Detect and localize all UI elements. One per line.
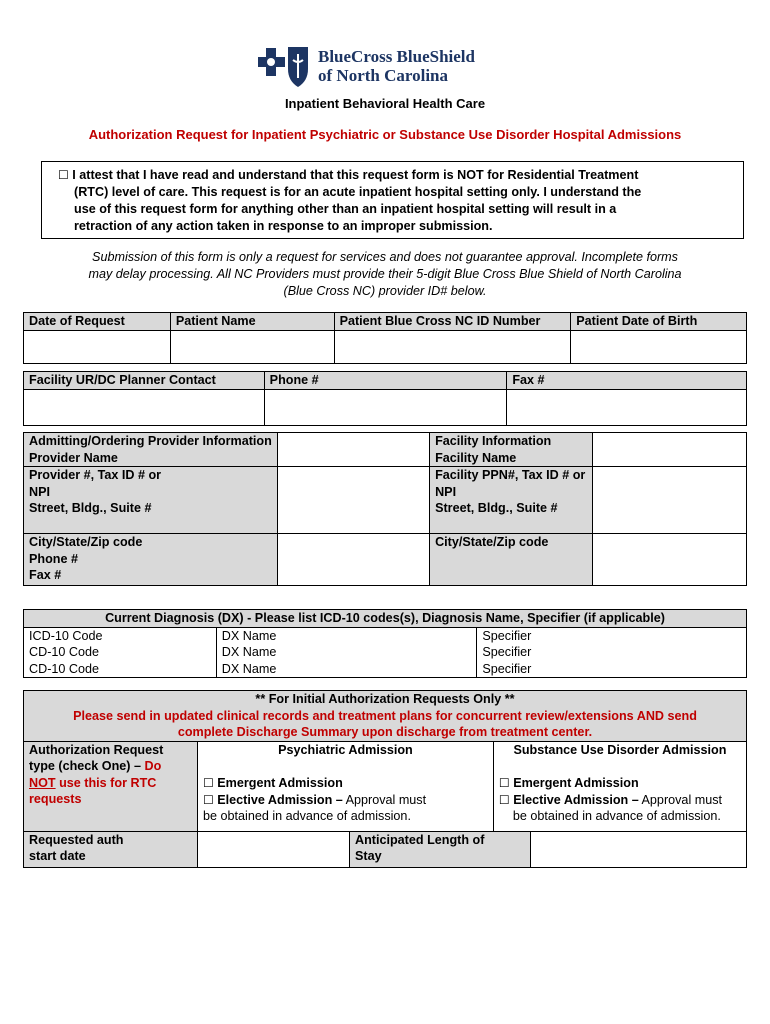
attest-checkbox[interactable]: ☐: [58, 168, 69, 182]
logo-line2: of North Carolina: [318, 66, 449, 85]
provider-city-field[interactable]: [277, 534, 429, 586]
provider-name-text: Provider Name: [29, 450, 118, 465]
los-line2: Stay: [355, 849, 382, 863]
start-date-line2: start date: [29, 849, 86, 863]
facility-name-label: [430, 433, 593, 467]
auth-note-line1: Please send in updated clinical records and treatment plans for concurrent review/extensions AND send: [73, 708, 697, 723]
psych-approval-line2: be obtained in advance of admission.: [203, 809, 411, 823]
provider-name-field[interactable]: [277, 433, 429, 467]
facility-city-field[interactable]: [593, 534, 747, 586]
facility-contact-table: [23, 371, 747, 426]
los-field[interactable]: [531, 831, 747, 867]
dx-code-3[interactable]: CD-10 Code: [24, 661, 217, 678]
provider-phone-label: Phone #: [29, 551, 78, 566]
diagnosis-header: Current Diagnosis (DX) - Please list ICD-10 codes(s), Diagnosis Name, Specifier (if applicable): [24, 610, 747, 628]
patient-dob-label: Patient Date of Birth: [571, 313, 747, 331]
provider-header: Admitting/Ordering Provider Information: [29, 434, 272, 448]
auth-type-line2: type (check One) –: [29, 759, 141, 773]
sud-elective-checkbox[interactable]: ☐: [498, 792, 510, 807]
provider-city-label: [24, 534, 278, 586]
sud-approval-text: Approval must: [641, 792, 723, 807]
attest-line2: (RTC) level of care. This request is for an acute inpatient hospital setting only. I understand the: [74, 185, 642, 199]
dx-specifier-1[interactable]: Specifier: [477, 627, 747, 644]
provider-city-text: City/State/Zip code: [29, 535, 143, 549]
patient-id-field[interactable]: [334, 330, 571, 363]
provider-id-label: [24, 467, 278, 534]
logo-line1: BlueCross BlueShield: [318, 47, 475, 66]
auth-type-rest: use this for RTC: [59, 775, 157, 790]
sud-admission-cell: [493, 741, 746, 831]
bcbs-logo: [258, 44, 475, 90]
dx-name-2[interactable]: DX Name: [216, 644, 477, 661]
auth-header: ** For Initial Authorization Requests Only **: [255, 692, 515, 706]
planner-contact-label: Facility UR/DC Planner Contact: [24, 372, 265, 390]
auth-type-not: NOT: [29, 775, 56, 790]
facility-name-text: Facility Name: [435, 450, 517, 465]
form-subtitle: Authorization Request for Inpatient Psychiatric or Substance Use Disorder Hospital Admissions: [88, 127, 682, 142]
los-line1: Anticipated Length of: [355, 832, 485, 847]
auth-type-label: [24, 741, 198, 831]
dx-code-1[interactable]: ICD-10 Code: [24, 627, 217, 644]
provider-facility-table: [23, 432, 747, 586]
auth-note-line2: complete Discharge Summary upon discharge from treatment center.: [177, 725, 593, 739]
auth-type-line1: Authorization Request: [29, 742, 164, 757]
patient-name-field[interactable]: [170, 330, 334, 363]
logo-wordmark: [318, 47, 475, 85]
facility-header: Facility Information: [435, 434, 552, 448]
sud-emergent-label: Emergent Admission: [513, 776, 639, 790]
facility-name-field[interactable]: [593, 433, 747, 467]
contact-fax-label: Fax #: [507, 372, 747, 390]
contact-phone-label: Phone #: [264, 372, 507, 390]
attestation-box: [41, 161, 744, 239]
facility-street-label: Street, Bldg., Suite #: [435, 501, 558, 515]
bcbs-cross-shield-icon: [258, 44, 310, 90]
dx-specifier-2[interactable]: Specifier: [477, 644, 747, 661]
start-date-label: [24, 831, 198, 867]
facility-id-line2: NPI: [435, 484, 457, 499]
los-label: [350, 831, 531, 867]
notice-line3: (Blue Cross NC) provider ID# below.: [283, 284, 487, 298]
notice-line1: Submission of this form is only a request for services and does not guarantee approval. Incomplete forms: [92, 250, 678, 264]
provider-street-label: Street, Bldg., Suite #: [29, 501, 152, 515]
date-of-request-field[interactable]: [24, 330, 171, 363]
dx-name-3[interactable]: DX Name: [216, 661, 477, 678]
auth-header-cell: [24, 691, 747, 742]
facility-id-label: [430, 467, 593, 534]
authorization-table: [23, 690, 747, 868]
patient-id-label: Patient Blue Cross NC ID Number: [334, 313, 571, 331]
attest-line4: retraction of any action taken in response to an improper submission.: [74, 219, 493, 233]
diagnosis-table: [23, 609, 747, 678]
psych-emergent-label: Emergent Admission: [217, 776, 343, 790]
notice-line2: may delay processing. All NC Providers must provide their 5-digit Blue Cross Blue Shield of North Carolina: [88, 267, 682, 281]
date-of-request-label: Date of Request: [24, 313, 171, 331]
facility-city-label: City/State/Zip code: [430, 534, 593, 586]
dx-name-1[interactable]: DX Name: [216, 627, 477, 644]
psych-emergent-checkbox[interactable]: ☐: [203, 776, 214, 790]
provider-id-line1: Provider #, Tax ID # or: [29, 468, 162, 482]
sud-approval-line2: be obtained in advance of admission.: [512, 809, 721, 823]
psych-elective-checkbox[interactable]: ☐: [203, 792, 214, 807]
sud-elective-label: Elective Admission –: [513, 792, 639, 807]
provider-fax-label: Fax #: [29, 568, 62, 582]
psych-admission-cell: [198, 741, 494, 831]
attest-line3: use of this request form for anything other than an inpatient hospital setting will result in a: [74, 202, 617, 216]
submission-notice: [40, 249, 730, 300]
psych-elective-label: Elective Admission –: [217, 792, 343, 807]
planner-contact-field[interactable]: [24, 389, 265, 425]
dx-specifier-3[interactable]: Specifier: [477, 661, 747, 678]
auth-type-requests: requests: [29, 792, 82, 806]
form-title: Inpatient Behavioral Health Care: [284, 96, 486, 111]
sud-admission-header: Substance Use Disorder Admission: [513, 742, 727, 757]
dx-code-2[interactable]: CD-10 Code: [24, 644, 217, 661]
start-date-line1: Requested auth: [29, 832, 124, 847]
start-date-field[interactable]: [198, 831, 350, 867]
provider-id-field[interactable]: [277, 467, 429, 534]
provider-id-line2: NPI: [29, 484, 50, 499]
auth-type-do: Do: [144, 759, 162, 773]
provider-name-label: [24, 433, 278, 467]
psych-approval-text: Approval must: [345, 792, 427, 807]
facility-id-line1: Facility PPN#, Tax ID # or: [435, 468, 586, 482]
patient-dob-field[interactable]: [571, 330, 747, 363]
sud-emergent-checkbox[interactable]: ☐: [498, 776, 510, 790]
patient-name-label: Patient Name: [170, 313, 334, 331]
contact-fax-field[interactable]: [507, 389, 747, 425]
patient-info-table: [23, 312, 747, 364]
attest-line1: I attest that I have read and understand that this request form is NOT for Residential Treatment: [72, 168, 639, 182]
contact-phone-field[interactable]: [264, 389, 507, 425]
psych-admission-header: Psychiatric Admission: [278, 742, 413, 757]
facility-id-field[interactable]: [593, 467, 747, 534]
